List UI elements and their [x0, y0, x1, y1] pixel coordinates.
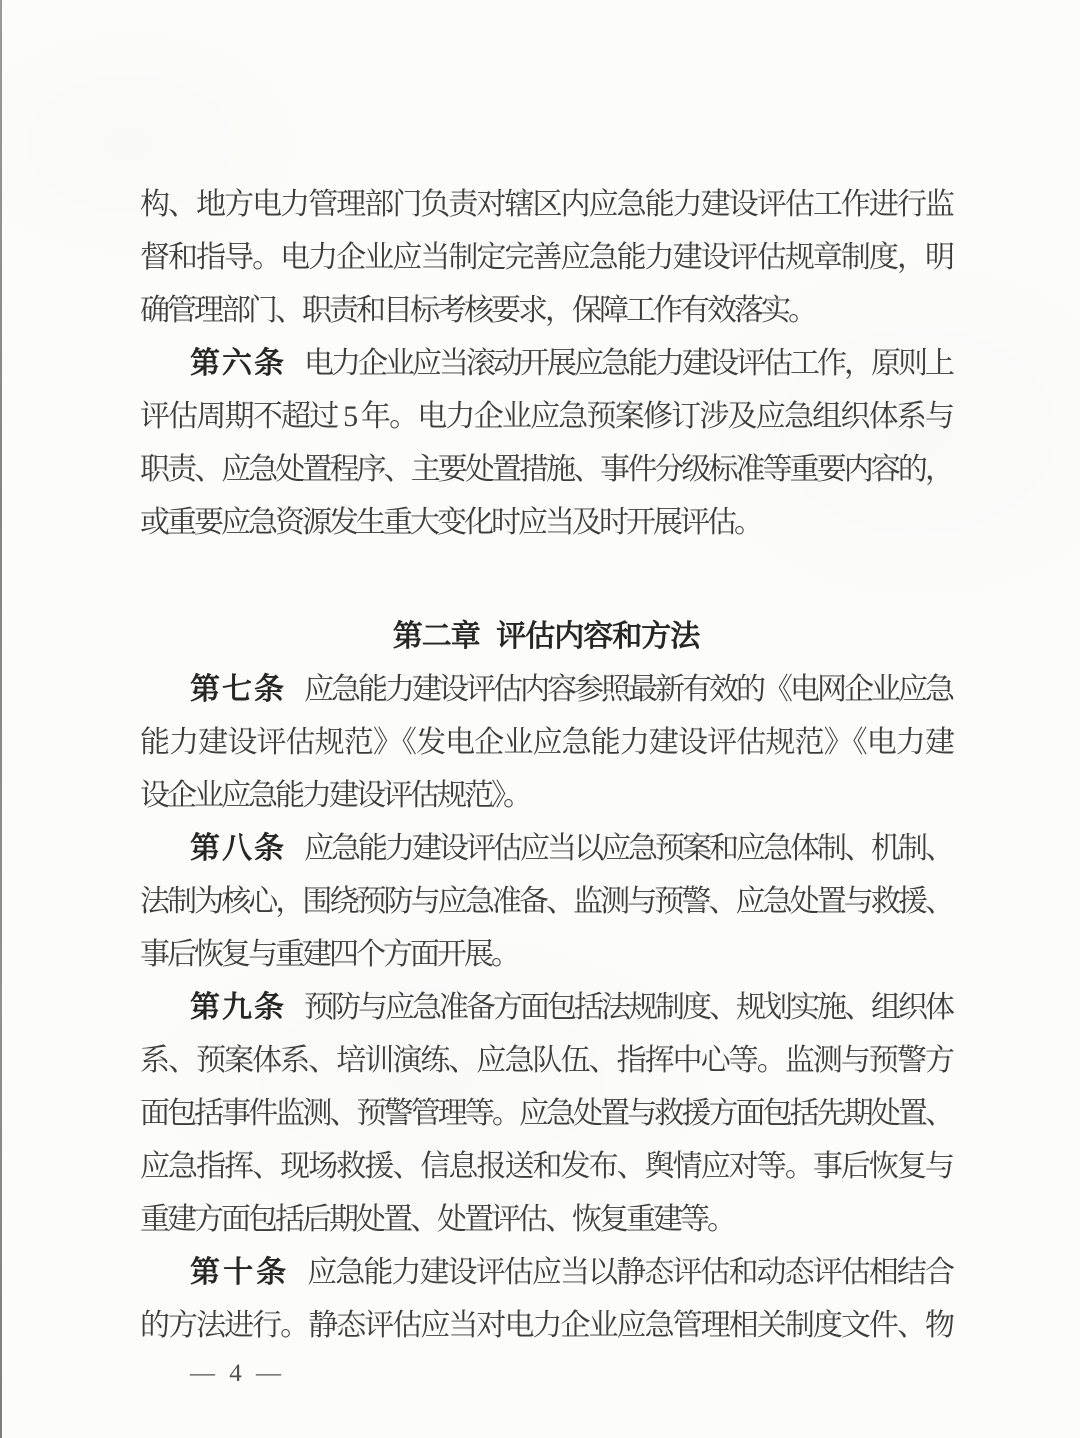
line-text: 评估周期不超过 5 年。电力企业应急预案修订涉及应急组织体系与 — [140, 400, 952, 433]
text-line — [140, 716, 952, 769]
line-text: 的方法进行。静态评估应当对电力企业应急管理相关制度文件、物 — [140, 1309, 952, 1342]
line-text: 督和指导。电力企业应当制定完善应急能力建设评估规章制度，明 — [140, 241, 952, 274]
line-text: 应急能力建设评估应当以应急预案和应急体制、机制、 — [304, 832, 952, 865]
article-number: 第八条 — [190, 832, 286, 865]
text-line — [140, 1299, 952, 1352]
text-line — [140, 981, 952, 1034]
line-text: 预防与应急准备方面包括法规制度、规划实施、组织体 — [304, 991, 952, 1024]
line-text: 职责、应急处置程序、主要处置措施、事件分级标准等重要内容的， — [140, 453, 952, 486]
line-text: 面包括事件监测、预警管理等。应急处置与救援方面包括先期处置、 — [140, 1097, 952, 1130]
page-number: — 4 — — [190, 1360, 285, 1387]
chapter-heading: 第二章 评估内容和方法 — [392, 620, 700, 653]
article-number: 第七条 — [190, 673, 286, 706]
text-line — [140, 928, 952, 981]
text-line — [140, 1087, 952, 1140]
article-number: 第六条 — [190, 347, 286, 380]
line-text: 应急能力建设评估内容参照最新有效的《电网企业应急 — [304, 673, 952, 706]
line-text: 事后恢复与重建四个方面开展。 — [140, 938, 518, 971]
line-text: 重建方面包括后期处置、处置评估、恢复重建等。 — [140, 1203, 734, 1236]
line-text: 系、预案体系、培训演练、应急队伍、指挥中心等。监测与预警方 — [140, 1044, 952, 1077]
text-line — [140, 875, 952, 928]
line-text: 应急指挥、现场救援、信息报送和发布、舆情应对等。事后恢复与 — [140, 1150, 952, 1183]
article-number: 第九条 — [190, 991, 286, 1024]
text-line — [140, 443, 952, 496]
line-text: 构、地方电力管理部门负责对辖区内应急能力建设评估工作进行监 — [140, 188, 952, 221]
text-line — [140, 1246, 952, 1299]
text-line — [140, 390, 952, 443]
text-line — [140, 337, 952, 390]
article-number: 第十条 — [190, 1256, 290, 1289]
line-text: 设企业应急能力建设评估规范》。 — [140, 779, 530, 812]
text-line — [140, 284, 952, 337]
text-line — [140, 496, 952, 549]
text-line — [140, 1140, 952, 1193]
text-line — [140, 663, 952, 716]
scan-edge-line — [0, 0, 2, 1438]
line-text: 应急能力建设评估应当以静态评估和动态评估相结合 — [307, 1256, 953, 1289]
text-line — [140, 231, 952, 284]
document-body — [140, 178, 952, 1390]
text-line — [140, 1034, 952, 1087]
text-line — [140, 769, 952, 822]
line-text: 或重要应急资源发生重大变化时应当及时开展评估。 — [140, 506, 761, 539]
line-text: 确管理部门、职责和目标考核要求，保障工作有效落实。 — [140, 294, 815, 327]
text-line — [140, 1193, 952, 1246]
line-text: 法制为核心，围绕预防与应急准备、监测与预警、应急处置与救援、 — [140, 885, 952, 918]
text-line — [140, 178, 952, 231]
text-line — [140, 822, 952, 875]
line-text: 电力企业应当滚动开展应急能力建设评估工作，原则上 — [304, 347, 952, 380]
line-text: 能力建设评估规范》《发电企业应急能力建设评估规范》《电力建 — [140, 726, 952, 759]
